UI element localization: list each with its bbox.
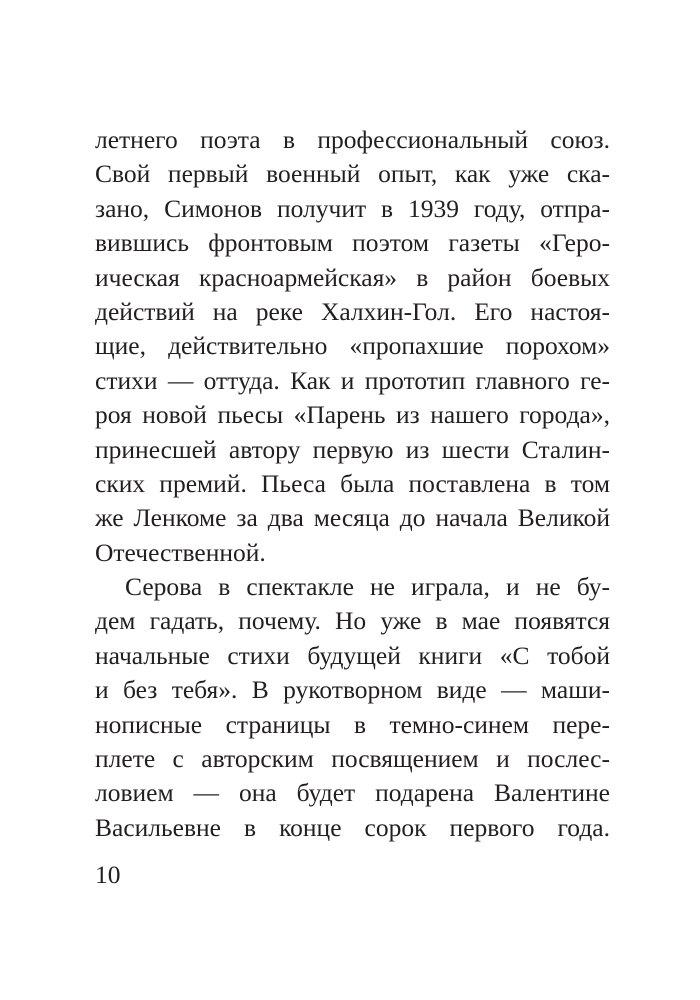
text-line: действий на реке Халхин-Гол. Его настоя-: [95, 296, 610, 326]
text-line: ловием — она будет подарена Валентине: [95, 778, 610, 808]
text-line: Отечественной.: [95, 537, 266, 567]
text-line: принесшей автору первую из шести Сталин-: [95, 434, 610, 464]
text-line: стихи — оттуда. Как и прототип главного ге-: [95, 365, 610, 395]
text-line: Свой первый военный опыт, как уже ска-: [95, 159, 610, 189]
text-line: ическая красноармейская» в район боевых: [95, 262, 610, 292]
body-text: [95, 123, 610, 845]
text-line: щие, действительно «пропахшие порохом»: [95, 331, 610, 361]
text-line: роя новой пьесы «Парень из нашего города»,: [95, 400, 610, 430]
text-line: вившись фронтовым поэтом газеты «Геро-: [95, 228, 610, 258]
text-line: плете с авторским посвящением и послес-: [95, 744, 610, 774]
text-line: начальные стихи будущей книги «С тобой: [95, 640, 610, 670]
text-line: же Ленкоме за два месяца до начала Великой: [95, 503, 610, 533]
text-line: ских премий. Пьеса была поставлена в том: [95, 468, 610, 498]
text-line: дем гадать, почему. Но уже в мае появятся: [95, 606, 610, 636]
text-line: Васильевне в конце сорок первого года.: [95, 812, 610, 842]
text-line: и без тебя». В рукотворном виде — маши-: [95, 675, 610, 705]
text-line: зано, Симонов получит в 1939 году, отпра-: [95, 193, 610, 223]
paragraph-2: [95, 570, 610, 845]
text-line: нописные страницы в темно-синем пере-: [95, 709, 610, 739]
text-line: Серова в спектакле не играла, и не бу-: [125, 572, 610, 602]
page-number: 10: [95, 860, 121, 889]
text-line: летнего поэта в профессиональный союз.: [95, 125, 610, 154]
paragraph-1: [95, 123, 610, 570]
